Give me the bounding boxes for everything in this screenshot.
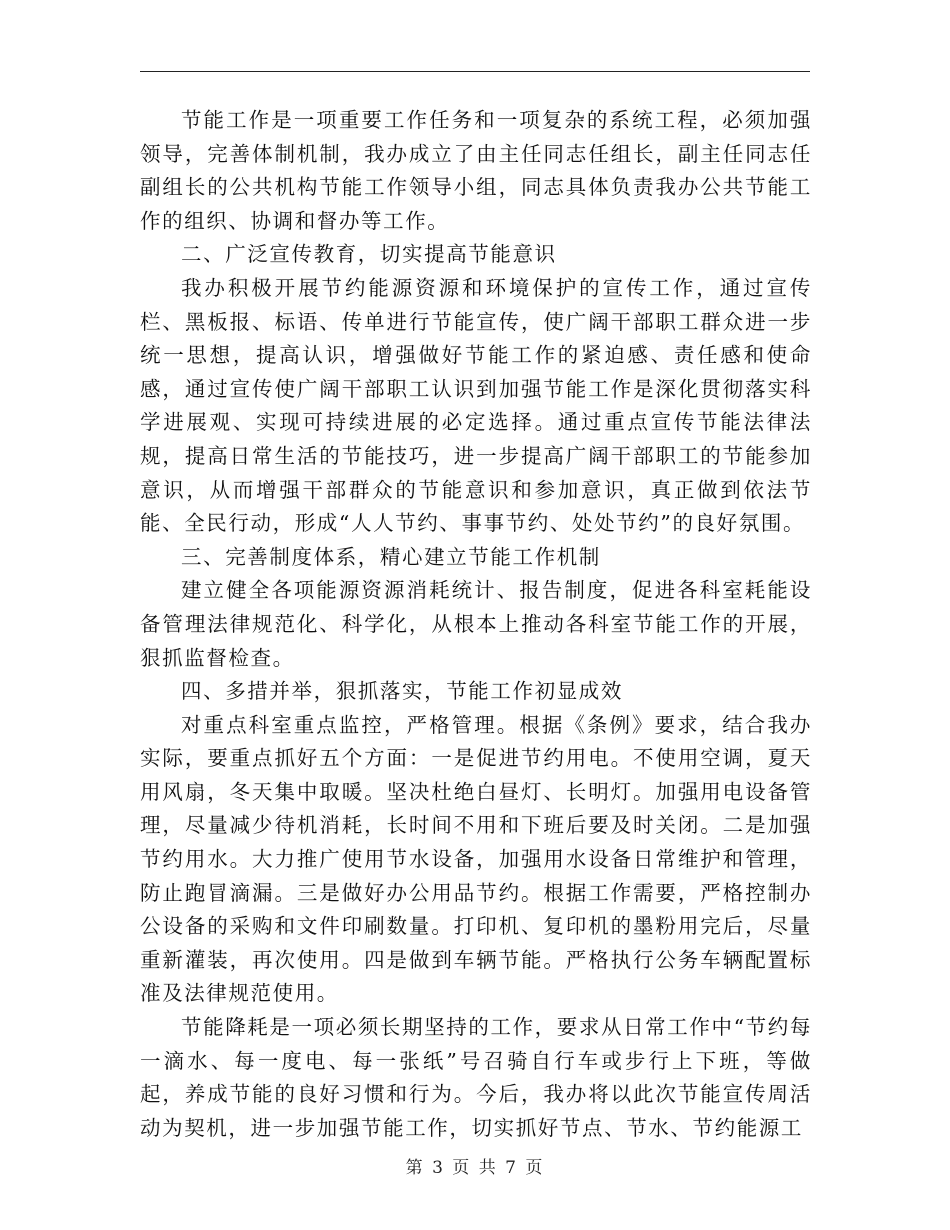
body-text — [140, 104, 812, 1145]
paragraph: 建立健全各项能源资源消耗统计、报告制度，促进各科室耗能设备管理法律规范化、科学化，从根本上推动各科室节能工作的开展，狠抓监督检查。 — [140, 578, 812, 670]
paragraph: 节能工作是一项重要工作任务和一项复杂的系统工程，必须加强领导，完善体制机制，我办成立了由主任同志任组长，副主任同志任副组长的公共机构节能工作领导小组，同志具体负责我办公共节能工作的组织、协调和督办等工作。 — [140, 108, 812, 233]
paragraph: 对重点科室重点监控，严格管理。根据《条例》要求，结合我办实际，要重点抓好五个方面：一是促进节约用电。不使用空调，夏天用风扇，冬天集中取暖。坚决杜绝白昼灯、长明灯。加强用电设备管理，尽量减少待机消耗，长时间不用和下班后要及时关闭。二是加强节约用水。大力推广使用节水设备，加强用水设备日常维护和管理，防止跑冒滴漏。三是做好办公用品节约。根据工作需要，严格控制办公设备的采购和文件印刷数量。打印机、复印机的墨粉用完后，尽量重新灌装，再次使用。四是做到车辆节能。严格执行公务车辆配置标准及法律规范使用。 — [140, 712, 812, 1006]
page-number: 第 3 页 共 7 页 — [405, 1158, 545, 1178]
paragraph: 我办积极开展节约能源资源和环境保护的宣传工作，通过宣传栏、黑板报、标语、传单进行节能宣传，使广阔干部职工群众进一步统一思想，提高认识，增强做好节能工作的紧迫感、责任感和使命感，通过宣传使广阔干部职工认识到加强节能工作是深化贯彻落实科学进展观、实现可持续进展的必定选择。通过重点宣传节能法律法规，提高日常生活的节能技巧，进一步提高广阔干部职工的节能参加意识，从而增强干部群众的节能意识和参加意识，真正做到依法节能、全民行动，形成“人人节约、事事节约、处处节约”的良好氛围。 — [140, 275, 812, 536]
section-heading: 二、广泛宣传教育，切实提高节能意识 — [181, 242, 557, 267]
section-heading: 四、多措并举，狠抓落实，节能工作初显成效 — [181, 679, 623, 704]
section-heading: 三、完善制度体系，精心建立节能工作机制 — [181, 544, 601, 569]
page-footer — [0, 1153, 950, 1178]
paragraph: 节能降耗是一项必须长期坚持的工作，要求从日常工作中“节约每一滴水、每一度电、每一张纸”号召骑自行车或步行上下班，等做起，养成节能的良好习惯和行为。今后，我办将以此次节能宣传周活动为契机，进一步加强节能工作，切实抓好节点、节水、节约能源工 — [140, 1015, 812, 1140]
header-rule — [140, 71, 810, 72]
